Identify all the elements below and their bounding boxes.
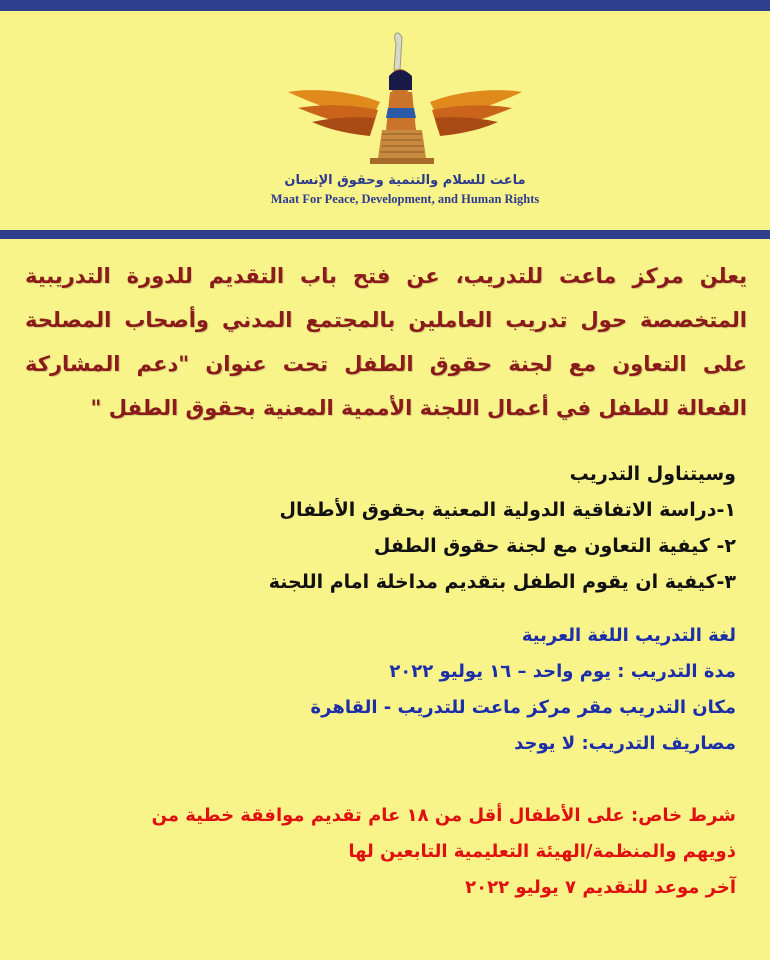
divider-band: [0, 230, 770, 239]
training-location: مكان التدريب مقر مركز ماعت للتدريب - القاهرة: [310, 697, 736, 718]
training-language: لغة التدريب اللغة العربية: [521, 625, 736, 646]
training-duration: مدة التدريب : يوم واحد – ١٦ يوليو ٢٠٢٢: [389, 661, 736, 682]
logo-english-text: Maat For Peace, Development, and Human Rights: [270, 192, 540, 206]
intro-line: المتخصصة حول تدريب العاملين بالمجتمع المدني وأصحاب المصلحة: [25, 308, 747, 332]
special-condition: [26, 798, 736, 906]
condition-line: ذويهم والمنظمة/الهيئة التعليمية التابعين لها: [348, 841, 736, 862]
training-fees: مصاريف التدريب: لا يوجد: [514, 733, 736, 754]
topic-item: ٢- كيفية التعاون مع لجنة حقوق الطفل: [373, 535, 736, 557]
topics-heading: وسيتناول التدريب: [569, 463, 736, 485]
maat-winged-goddess-icon: [270, 30, 540, 170]
top-band: [0, 0, 770, 11]
topic-item: ١-دراسة الاتفاقية الدولية المعنية بحقوق الأطفال: [279, 499, 736, 521]
intro-line: الفعالة للطفل في أعمال اللجنة الأممية المعنية بحقوق الطفل ": [90, 396, 747, 420]
maat-logo: [270, 30, 540, 230]
logo-arabic-text: ماعت للسلام والتنمية وحقوق الإنسان: [284, 173, 526, 188]
intro-line: يعلن مركز ماعت للتدريب، عن فتح باب التقديم للدورة التدريبية: [25, 264, 747, 288]
announcement-paragraph: [25, 254, 747, 430]
intro-line: على التعاون مع لجنة حقوق الطفل تحت عنوان "دعم المشاركة: [25, 352, 747, 376]
training-info: [116, 618, 736, 762]
condition-line: شرط خاص: على الأطفال أقل من ١٨ عام تقديم موافقة خطية من: [151, 805, 736, 826]
deadline-line: آخر موعد للتقديم ٧ يوليو ٢٠٢٢: [465, 877, 736, 898]
training-topics: [116, 456, 736, 600]
topic-item: ٣-كيفية ان يقوم الطفل بتقديم مداخلة امام اللجنة: [268, 571, 736, 593]
